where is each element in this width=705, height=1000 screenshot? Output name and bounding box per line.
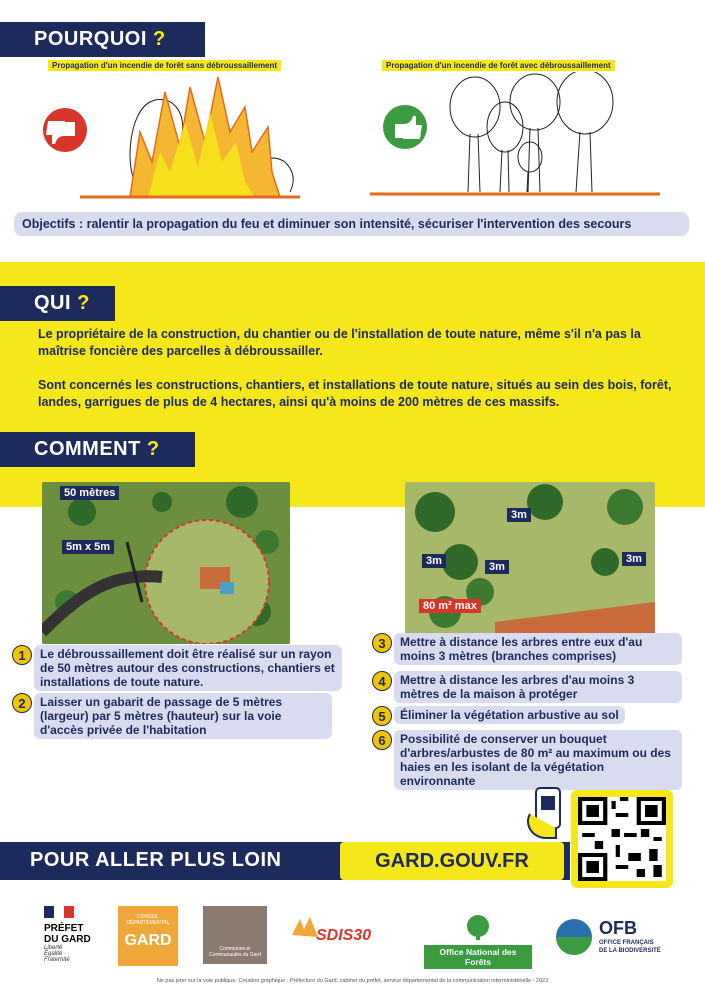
step-2 [12,693,332,739]
prefet-line2: DU GARD [44,934,91,945]
label-3m: 3m [622,552,646,566]
website-link[interactable]: GARD.GOUV.FR [340,842,564,880]
ofb-name: OFB [599,918,637,938]
prefet-line1: PRÉFET [44,923,84,934]
logo-communes-gard [203,906,267,964]
step-number: 3 [372,633,392,653]
question-mark: ? [152,28,166,50]
motto: Liberté [44,945,63,951]
qr-code[interactable] [571,790,673,888]
communes-text: Communes et Communautés du Gard [209,946,261,958]
marianne-icon [44,906,74,918]
aerial-map-radius [42,482,290,644]
aerial-map-radius-art [42,482,290,644]
step-6 [372,730,682,790]
section-header-qui [0,286,115,321]
logo-sdis30 [290,915,390,946]
fire-illustration [40,72,310,202]
step-text: Mettre à distance les arbres d'au moins 3 mètres de la maison à protéger [394,671,682,703]
caption-with-clearing: Propagation d'un incendie de forêt avec débroussaillement [382,60,615,71]
section-title: QUI [34,292,72,314]
section-title: COMMENT [34,438,141,460]
label-3m: 3m [507,508,531,522]
motto: Fraternité [44,957,70,963]
label-50-meters: 50 mètres [60,486,119,500]
fine-print: Ne pas jeter sur la voie publique. Création graphique : Préfecture du Gard, cabinet du préfet, service départemental de la communication interministérielle - 2023 [156,978,549,984]
ofb-sub1: OFFICE FRANÇAIS [599,940,654,946]
more-info-label: POUR ALLER PLUS LOIN [30,849,282,871]
step-number: 6 [372,730,392,750]
gard-name: GARD [124,932,172,949]
aerial-map-spacing [405,482,655,644]
step-number: 4 [372,671,392,691]
sdis-name: SDIS30 [316,927,372,944]
step-5 [372,706,682,726]
logo-onf [424,914,532,969]
step-text: Laisser un gabarit de passage de 5 mètres (largeur) par 5 mètres (hauteur) sur la voie d'accès privée de l'habitation [34,693,332,739]
step-number: 5 [372,706,392,726]
logo-prefet-du-gard [44,905,114,963]
step-number: 1 [12,645,32,665]
cleared-forest-illustration [370,72,670,202]
phone-scan-icon [522,784,572,842]
section-title: POURQUOI [34,28,147,50]
step-text: Mettre à distance les arbres entre eux d'au moins 3 mètres (branches comprises) [394,633,682,665]
onf-tree-icon [463,914,493,940]
qr-code-art [578,797,666,881]
section-header-comment [0,432,195,467]
ofb-sub2: DE LA BIODIVERSITÉ [599,948,661,954]
step-1 [12,645,342,691]
qui-paragraph-scope: Sont concernés les constructions, chantiers, et installations de toute nature, situés au sein des bois, forêt, landes, garrigues de plus de 4 hectares, ainsi qu'à moins de 200 mètres de ces massifs. [38,378,672,409]
logo-conseil-departemental-gard [118,906,178,966]
gard-small-text: CONSEIL DÉPARTEMENTAL [126,914,170,926]
step-number: 2 [12,693,32,713]
label-3m: 3m [485,560,509,574]
label-5m-x-5m: 5m x 5m [62,540,114,554]
step-4 [372,671,682,703]
qui-paragraph-owner: Le propriétaire de la construction, du chantier ou de l'installation de toute nature, même s'il n'a pas la maîtrise foncière des parcelles à débroussailler. [38,327,641,358]
question-mark: ? [77,292,90,314]
label-3m: 3m [422,554,446,568]
step-text: Le débroussaillement doit être réalisé sur un rayon de 50 mètres autour des constructions, chantiers et installations de toute nature. [34,645,342,691]
step-text: Éliminer la végétation arbustive au sol [394,706,625,724]
question-mark: ? [146,438,160,460]
step-3 [372,633,682,665]
logo-ofb [555,918,665,958]
label-80m2-max: 80 m² max [419,599,481,613]
onf-name: Office National des Forêts [424,945,532,969]
motto: Égalité [44,951,63,957]
caption-without-clearing: Propagation d'un incendie de forêt sans débroussaillement [48,60,281,71]
section-header-pourquoi [0,22,205,57]
objective-banner: Objectifs : ralentir la propagation du feu et diminuer son intensité, sécuriser l'intervention des secours [14,212,689,236]
ofb-globe-icon [555,918,593,956]
step-text: Possibilité de conserver un bouquet d'arbres/arbustes de 80 m² au maximum ou des haies en les isolant de la végétation environnante [394,730,682,790]
